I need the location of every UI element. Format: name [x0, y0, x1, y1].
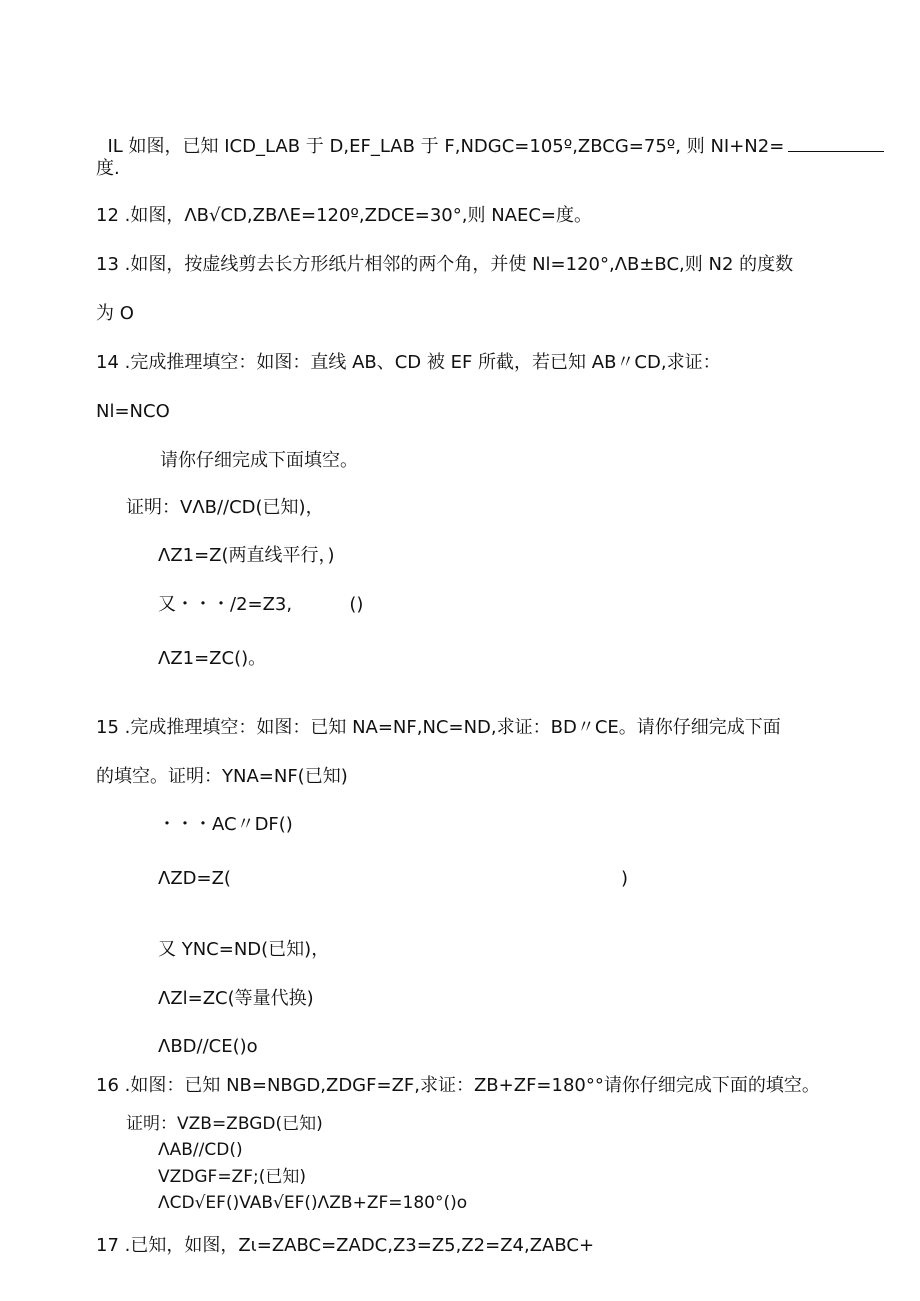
q15-line2: 的填空。证明：YNA=NF(已知): [96, 766, 348, 787]
q15-line3: ・・・AC〃DF(): [158, 814, 293, 835]
q15-line4: ΛZD=Z(: [158, 868, 231, 889]
q16-line5: ΛCD√EF()VAB√EF()ΛZB+ZF=180°()o: [158, 1193, 468, 1213]
q14-line1: 14 .完成推理填空：如图：直线 AB、CD 被 EF 所截，若已知 AB〃CD,求证：: [96, 352, 721, 373]
q11-text: IL 如图，已知 ICD_LAB 于 D,EF_LAB 于 F,NDGC=105º,ZBCG=75º, 则 NI+N2=: [107, 136, 785, 157]
q11-answer-blank[interactable]: [788, 133, 884, 152]
q11-line2: 度.: [96, 158, 120, 179]
q15-line1: 15 .完成推理填空：如图：已知 NA=NF,NC=ND,求证：BD〃CE。请你仔细完成下面: [96, 717, 781, 738]
q16-line2: 证明：VZB=ZBGD(已知): [126, 1114, 323, 1134]
q15-line4-close: ): [621, 868, 629, 889]
q14-line5: ΛZ1=Z(两直线平行，): [158, 545, 335, 566]
q16-line4: VZDGF=ZF;(已知): [158, 1167, 306, 1187]
q14-line7: ΛZ1=ZC()。: [158, 648, 267, 669]
q17-line: 17 .已知，如图，Zι=ZABC=ZADC,Z3=Z5,Z2=Z4,ZABC+: [96, 1235, 595, 1256]
q14-line4: 证明：VΛB∕∕CD(已知)，: [126, 497, 324, 518]
q14-line6: 又・・・/2=Z3, (): [158, 594, 364, 615]
q16-line3: ΛAB∕∕CD(): [158, 1140, 243, 1160]
q15-line7: ΛBD∕∕CE()o: [158, 1036, 258, 1057]
q14-line2: Nl=NCO: [96, 401, 170, 422]
q15-line5: 又 YNC=ND(已知)，: [158, 939, 330, 960]
q15-line6: ΛZl=ZC(等量代换): [158, 988, 314, 1009]
q16-line1: 16 .如图：已知 NB=NBGD,ZDGF=ZF,求证：ZB+ZF=180°°请你仔细完成下面的填空。: [96, 1075, 820, 1096]
q12-line: 12 .如图，ΛB√CD,ZBΛE=120º,ZDCE=30°,则 NAEC=度。: [96, 205, 593, 226]
q11-line1: [96, 107, 884, 160]
q13-line2: 为 O: [96, 303, 134, 324]
q14-line3: 请你仔细完成下面填空。: [160, 450, 358, 471]
q13-line1: 13 .如图，按虚线剪去长方形纸片相邻的两个角，并使 Nl=120°,ΛB±BC,则 N2 的度数: [96, 254, 794, 275]
